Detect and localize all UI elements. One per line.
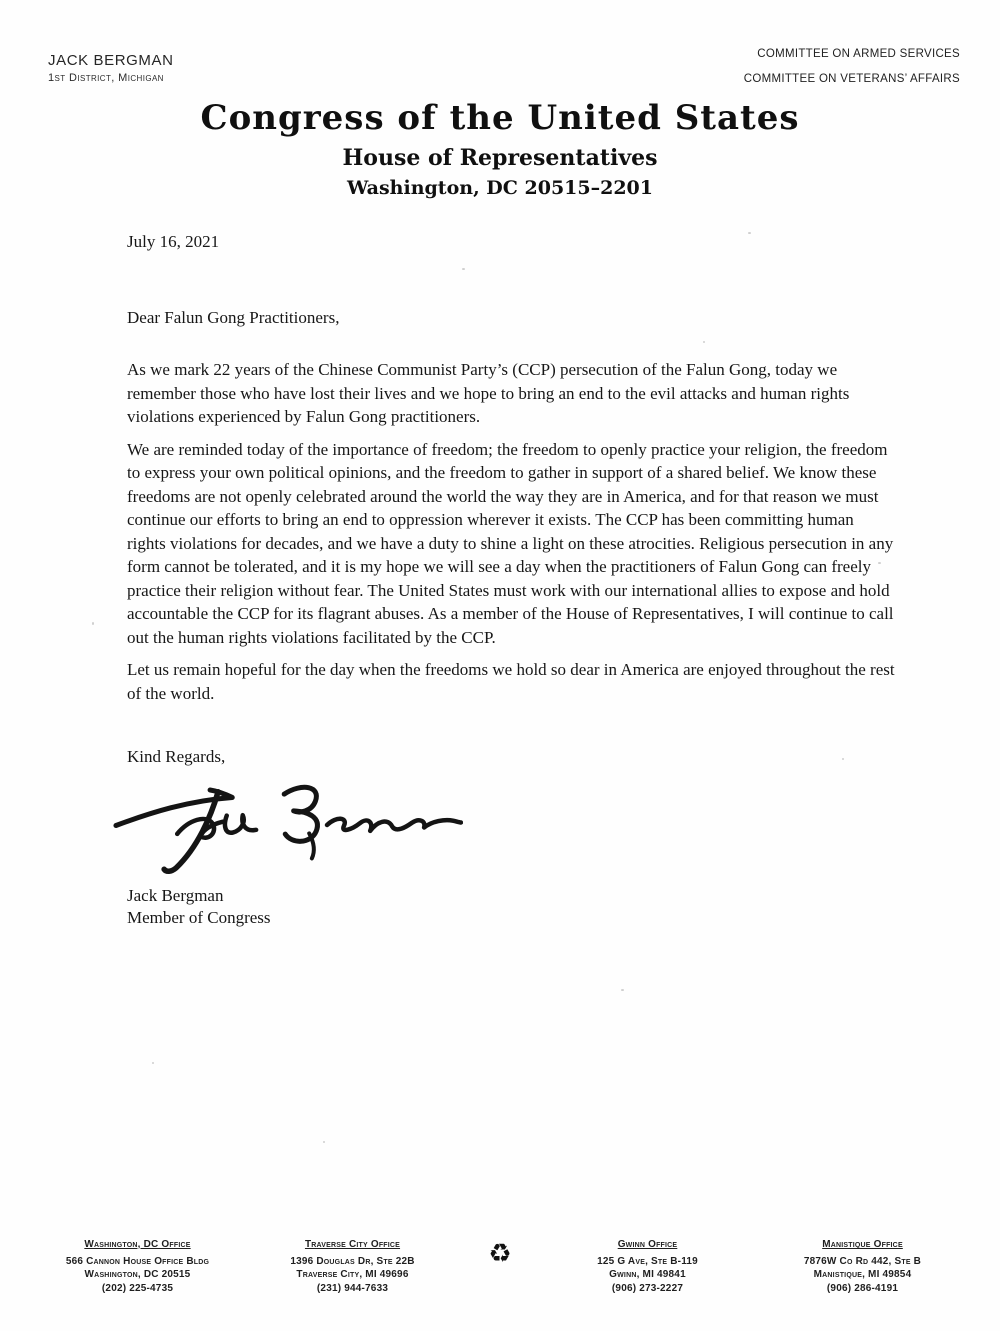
office-address-line1: 7876W Co Rd 442, Ste B <box>803 1255 922 1267</box>
scan-speck <box>703 341 705 343</box>
signature-block <box>127 885 895 929</box>
office-phone: (202) 225-4735 <box>101 1282 174 1294</box>
office-address-line2: Gwinn, MI 49841 <box>609 1269 686 1280</box>
signer-name: Jack Bergman <box>127 885 224 905</box>
office-manistique <box>755 1238 970 1295</box>
office-name: Manistique Office <box>822 1239 903 1250</box>
member-name: JACK BERGMAN <box>48 52 174 69</box>
district-offices-footer <box>0 1238 1000 1295</box>
member-district: 1st District, Michigan <box>48 72 164 84</box>
office-phone: (231) 944-7633 <box>316 1282 389 1294</box>
office-address-line2: Traverse City, MI 49696 <box>296 1269 409 1280</box>
paragraph-3: Let us remain hopeful for the day when the freedoms we hold so dear in America are enjoyed throughout the rest of the world. <box>127 660 895 703</box>
office-address-line1: 566 Cannon House Office Bldg <box>65 1255 210 1267</box>
office-name: Washington, DC Office <box>84 1239 191 1250</box>
paragraph-1: As we mark 22 years of the Chinese Communist Party’s (CCP) persecution of the Falun Gong, today we remember those who have lost their lives and we hope to bring an end to the evil attacks and human rights violations experienced by Falun Gong practitioners. <box>127 360 850 426</box>
congress-masthead <box>0 98 1000 199</box>
masthead-address-line: Washington, DC 20515–2201 <box>346 177 653 199</box>
signer-title: Member of Congress <box>127 907 271 927</box>
committee-armed-services: COMMITTEE ON ARMED SERVICES <box>757 48 960 60</box>
office-address-line2: Washington, DC 20515 <box>84 1269 191 1280</box>
signature-icon <box>112 774 464 875</box>
office-phone: (906) 273-2227 <box>611 1282 684 1294</box>
committee-assignments <box>744 48 960 98</box>
masthead-congress-line: Congress of the United States <box>200 98 800 138</box>
letter-date: July 16, 2021 <box>127 232 220 251</box>
salutation: Dear Falun Gong Practitioners, <box>127 307 340 327</box>
office-washington-dc <box>30 1238 245 1295</box>
scan-speck <box>152 1062 154 1064</box>
scan-speck <box>878 562 881 564</box>
office-address-line1: 125 G Ave, Ste B-119 <box>597 1255 698 1267</box>
office-name: Traverse City Office <box>304 1239 401 1250</box>
office-phone: (906) 286-4191 <box>826 1282 899 1294</box>
office-name: Gwinn Office <box>617 1239 678 1250</box>
scan-speck <box>842 758 844 760</box>
scan-speck <box>621 989 624 991</box>
scan-speck <box>462 268 465 270</box>
handwritten-signature <box>112 774 464 875</box>
scan-speck <box>323 1141 325 1143</box>
office-gwinn <box>540 1238 755 1295</box>
letter-body <box>127 230 895 929</box>
recycle-icon: ♻ <box>488 1238 512 1268</box>
member-identity-block <box>48 52 174 84</box>
closing-line: Kind Regards, <box>127 747 226 766</box>
committee-veterans-affairs: COMMITTEE ON VETERANS’ AFFAIRS <box>743 73 960 85</box>
office-address-line1: 1396 Douglas Dr, Ste 22B <box>290 1255 415 1267</box>
office-address-line2: Manistique, MI 49854 <box>813 1269 912 1280</box>
office-traverse-city <box>245 1238 460 1295</box>
scan-speck <box>92 622 94 625</box>
paragraph-2: We are reminded today of the importance of freedom; the freedom to openly practice your religion, the freedom to express your own political opinions, and the freedom to gather in support of a shared belief. We know these freedoms are not openly celebrated around the world the way they are in America, and for that reason we must continue our efforts to bring an end to oppression wherever it exists. The CCP has been committing human rights violations for decades, and we have a duty to shine a light on these atrocities. Religious persecution in any form cannot be tolerated, and it is my hope we will see a day when the practitioners of Falun Gong can freely practice their religion without fear. The United States must work with our international allies to expose and hold accountable the CCP for its flagrant abuses. As a member of the House of Representatives, I will continue to call out the human rights violations facilitated by the CCP. <box>127 439 894 647</box>
scan-speck <box>748 232 751 234</box>
masthead-house-line: House of Representatives <box>342 145 658 171</box>
